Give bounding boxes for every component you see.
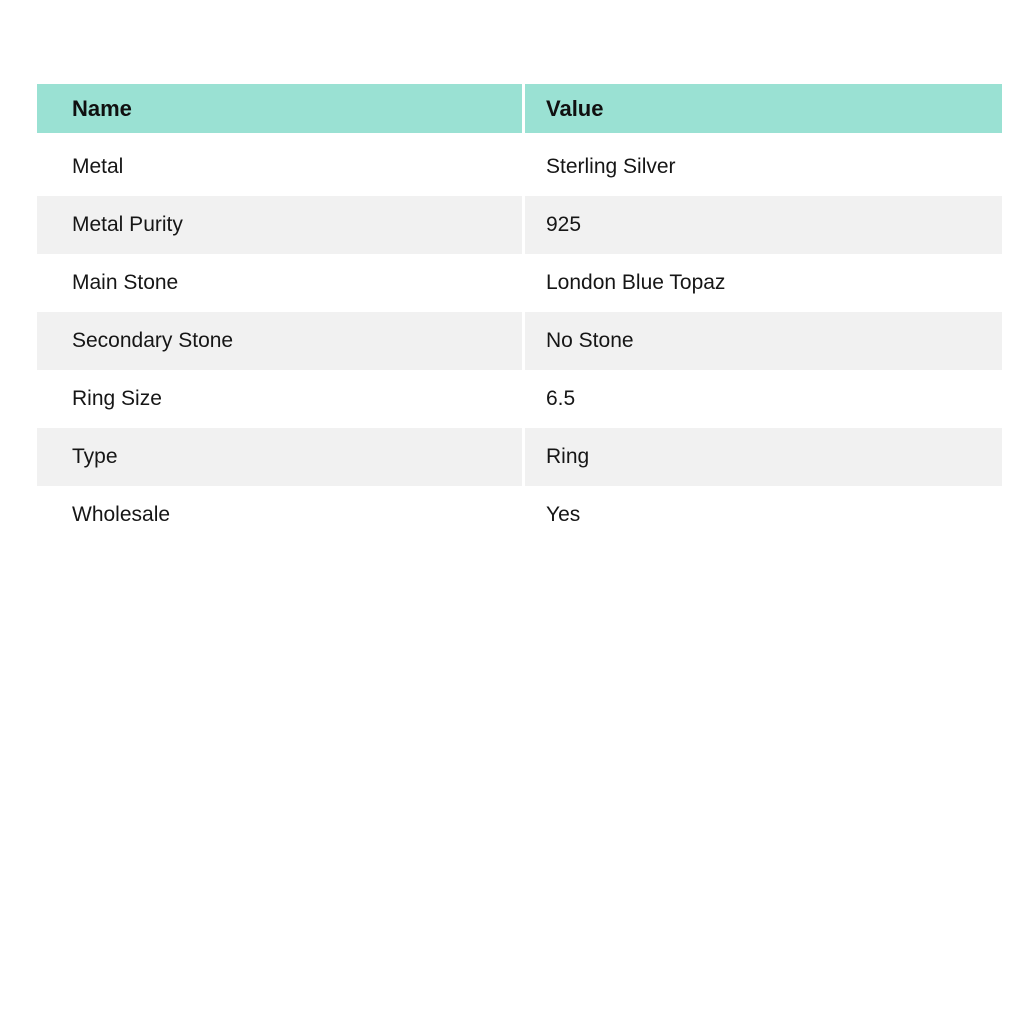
header-cell-name: Name xyxy=(37,84,522,133)
table-row xyxy=(37,254,1002,312)
cell-value: Yes xyxy=(525,486,1002,544)
cell-name: Metal Purity xyxy=(37,196,522,254)
cell-name: Main Stone xyxy=(37,254,522,312)
header-cell-value: Value xyxy=(525,84,1002,133)
cell-value: Ring xyxy=(525,428,1002,486)
table-row xyxy=(37,428,1002,486)
table-header-row xyxy=(37,84,1002,133)
table-row xyxy=(37,312,1002,370)
product-spec-table xyxy=(37,84,1002,544)
table-row xyxy=(37,196,1002,254)
cell-value: Sterling Silver xyxy=(525,138,1002,196)
cell-name: Metal xyxy=(37,138,522,196)
table-row xyxy=(37,370,1002,428)
cell-name: Secondary Stone xyxy=(37,312,522,370)
cell-name: Ring Size xyxy=(37,370,522,428)
cell-value: 6.5 xyxy=(525,370,1002,428)
cell-value: No Stone xyxy=(525,312,1002,370)
cell-value: 925 xyxy=(525,196,1002,254)
cell-name: Type xyxy=(37,428,522,486)
table-row xyxy=(37,486,1002,544)
table-row xyxy=(37,138,1002,196)
cell-name: Wholesale xyxy=(37,486,522,544)
cell-value: London Blue Topaz xyxy=(525,254,1002,312)
